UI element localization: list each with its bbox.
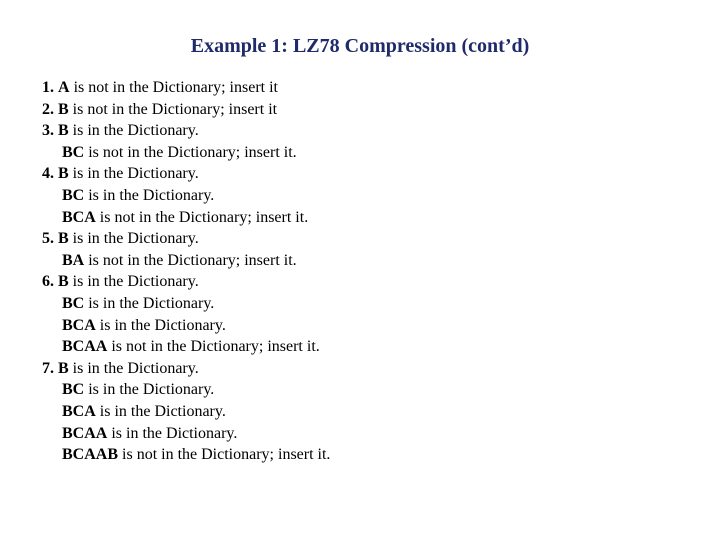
phrase-status: is in the Dictionary. [72,273,199,291]
phrase-status: is in the Dictionary. [99,402,226,420]
phrase-key: BC [62,294,85,312]
phrase-key: BCAA [62,424,108,442]
step-subline [42,207,330,229]
step-number: 2. [42,100,54,118]
step-number: 1. [42,79,54,96]
phrase-status: is in the Dictionary. [111,424,238,442]
phrase-status: is in the Dictionary. [88,381,215,399]
step-number: 6. [42,273,54,291]
phrase-key: BC [62,381,85,399]
phrase-status: is in the Dictionary. [88,186,215,204]
step-item [42,77,330,99]
step-item [42,120,330,142]
phrase-status: is not in the Dictionary; insert it. [122,446,331,464]
phrase-status: is in the Dictionary. [72,230,199,248]
phrase-status: is not in the Dictionary; insert it [73,79,278,96]
step-item [42,228,330,250]
phrase-key: B [58,100,69,118]
phrase-key: A [58,79,70,96]
step-subline [42,185,330,207]
phrase-status: is in the Dictionary. [72,122,199,140]
phrase-status: is in the Dictionary. [88,294,215,312]
phrase-status: is not in the Dictionary; insert it. [99,208,309,226]
step-subline [42,423,330,445]
phrase-key: BC [62,186,85,204]
phrase-key: BCA [62,402,96,420]
step-item [42,358,330,380]
step-subline [42,250,330,272]
phrase-status: is not in the Dictionary; insert it [72,100,278,118]
step-subline [42,401,330,423]
step-number: 7. [42,359,54,377]
phrase-key: B [58,122,69,140]
phrase-status: is not in the Dictionary; insert it. [88,251,297,269]
phrase-key: BC [62,143,85,161]
phrase-key: B [58,359,69,377]
phrase-key: B [58,273,69,291]
step-subline [42,379,330,401]
phrase-status: is not in the Dictionary; insert it. [111,338,320,356]
phrase-status: is in the Dictionary. [72,165,199,183]
step-list [42,77,330,466]
step-number: 4. [42,165,54,183]
step-number: 3. [42,122,54,140]
step-subline [42,315,330,337]
phrase-key: B [58,165,69,183]
slide-title: Example 1: LZ78 Compression (cont’d) [190,35,530,57]
phrase-key: BCAAB [62,446,119,464]
step-number: 5. [42,230,54,248]
phrase-key: BA [62,251,85,269]
phrase-key: BCA [62,316,96,334]
step-item [42,99,330,121]
step-subline [42,444,330,466]
phrase-status: is not in the Dictionary; insert it. [88,143,297,161]
phrase-key: B [58,230,69,248]
step-item [42,163,330,185]
step-subline [42,142,330,164]
phrase-status: is in the Dictionary. [72,359,199,377]
step-subline [42,336,330,358]
step-item [42,271,330,293]
step-subline [42,293,330,315]
phrase-key: BCAA [62,338,108,356]
phrase-key: BCA [62,208,96,226]
phrase-status: is in the Dictionary. [99,316,226,334]
